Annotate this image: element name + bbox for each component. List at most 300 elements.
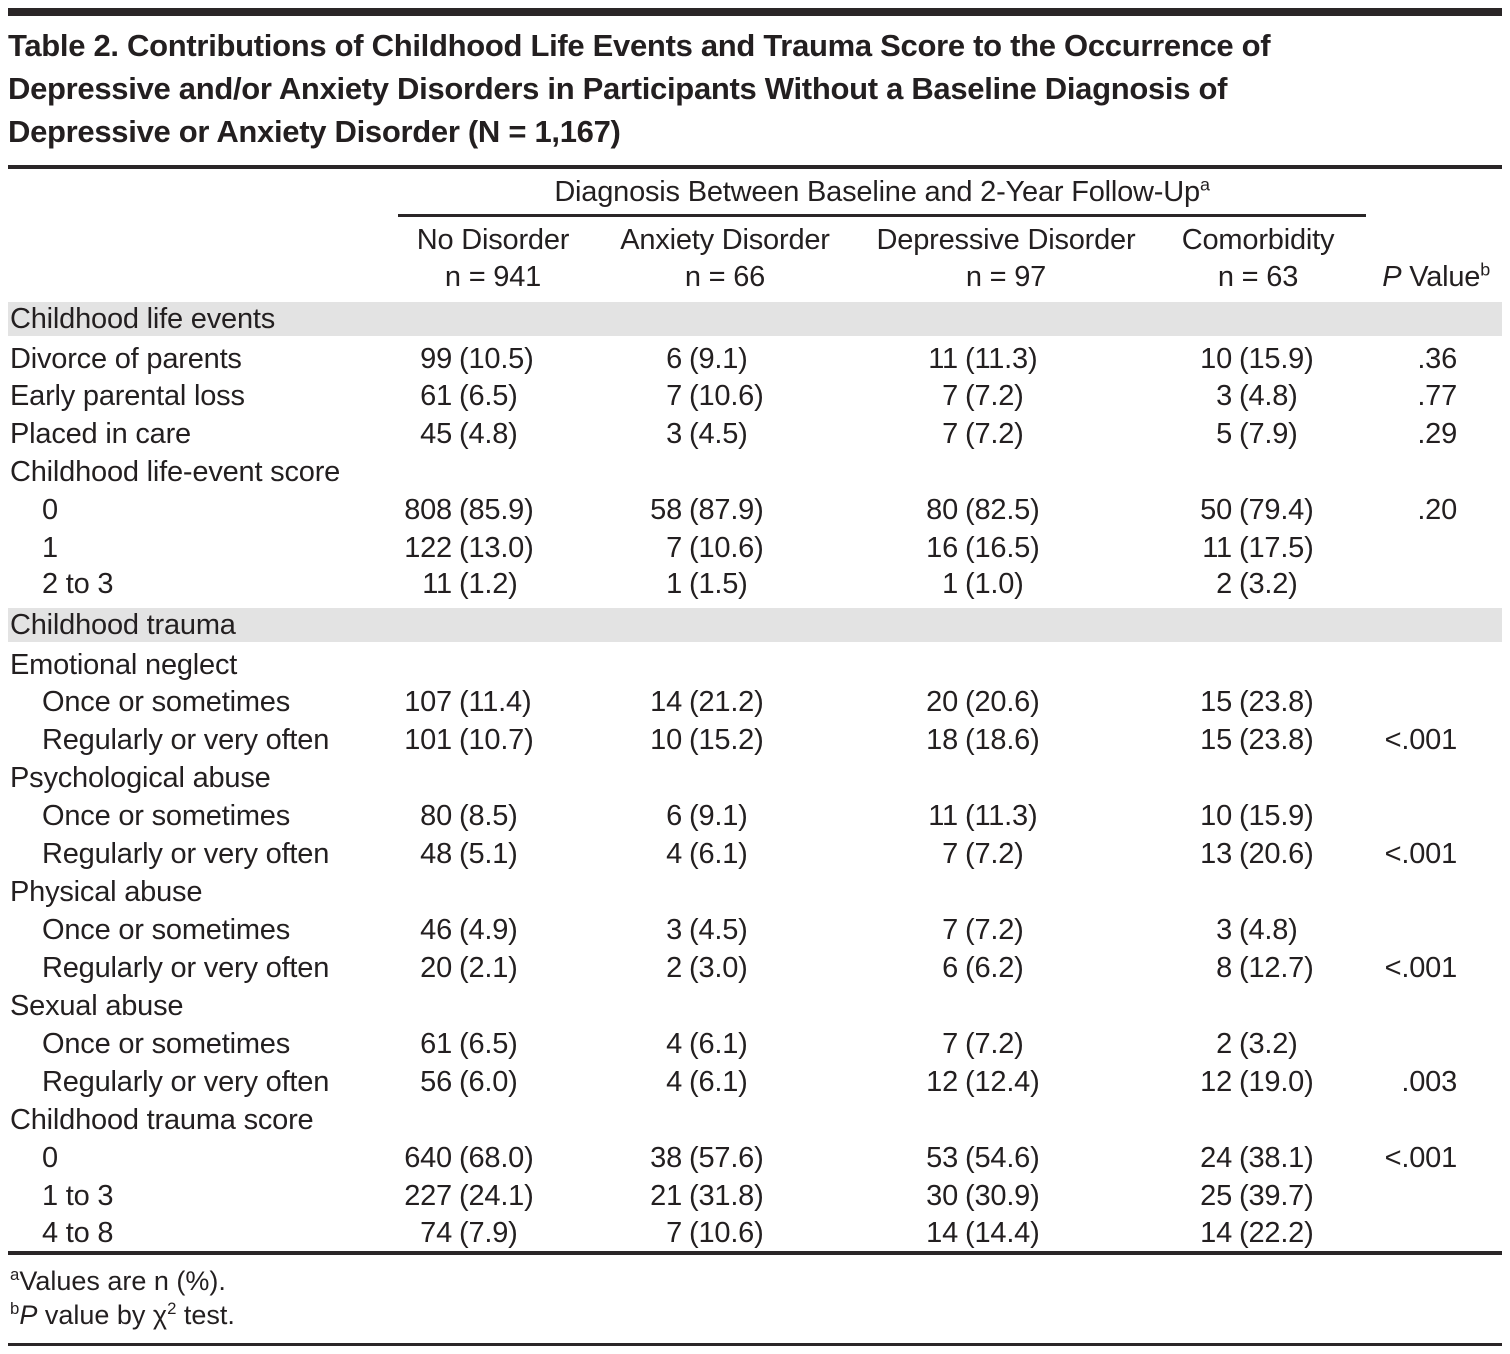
cell-percent: (6.5) [459,379,518,412]
group-label-cell [8,453,1502,491]
row-label: 0 [42,1141,58,1174]
cell-percent: (22.2) [1239,1216,1314,1249]
cell-percent: (7.2) [965,913,1024,946]
cell-percent: (12.4) [965,1065,1040,1098]
cell-percent: (9.1) [689,799,748,832]
cell-percent: (6.1) [689,1027,748,1060]
row-label-cell [8,835,398,873]
cell-percent: (21.2) [689,685,764,718]
cell-n: 7 [942,913,958,946]
cell-n: 4 [666,1027,682,1060]
cell-n: 11 [928,799,958,832]
cell-percent: (20.6) [965,685,1040,718]
cell-n: 7 [666,379,682,412]
cell-n: 4 [666,1065,682,1098]
cell-p-value [1366,1177,1502,1215]
table-row [8,721,1502,759]
cell-no-disorder [398,721,588,759]
row-label: Childhood life-event score [10,455,341,488]
cell-percent: (6.2) [965,951,1024,984]
row-label-cell [8,529,398,567]
cell-p-value [1366,683,1502,721]
cell-p-value: .77 [1417,379,1458,412]
cell-comorbidity [1150,721,1366,759]
cell-depressive-disorder [862,911,1150,949]
footnote-marker: a [10,1265,20,1284]
cell-n: 15 [1200,723,1232,756]
cell-comorbidity [1150,415,1366,453]
cell-percent: (10.5) [459,343,534,375]
cell-comorbidity [1150,911,1366,949]
row-label-cell [8,721,398,759]
cell-percent: (4.8) [459,417,518,450]
column-n-row [8,258,1502,299]
cell-n: 1 [666,568,682,600]
column-header-p-value [1366,258,1502,299]
cell-n: 8 [1216,951,1232,984]
cell-percent: (19.0) [1239,1065,1314,1098]
p-value-label: Value [1401,260,1481,293]
cell-percent: (10.6) [689,379,764,412]
row-label: Once or sometimes [42,1027,291,1060]
cell-no-disorder [398,1215,588,1253]
cell-depressive-disorder [862,1063,1150,1101]
cell-percent: (15.9) [1239,799,1314,832]
cell-comorbidity [1150,491,1366,529]
cell-depressive-disorder [862,721,1150,759]
cell-percent: (5.1) [459,837,518,870]
cell-anxiety-disorder [588,529,862,567]
cell-p-value: .29 [1417,417,1458,450]
cell-percent: (13.0) [459,531,534,564]
cell-percent: (18.6) [965,723,1040,756]
group-label-cell [8,987,1502,1025]
cell-anxiety-disorder [588,797,862,835]
cell-n: 7 [942,1027,958,1060]
p-italic: P [1382,260,1402,293]
table-row [8,567,1502,605]
table-row [8,835,1502,873]
cell-p-value: .003 [1401,1065,1458,1098]
cell-no-disorder [398,949,588,987]
row-label-cell [8,1215,398,1253]
cell-percent: (24.1) [459,1179,534,1212]
cell-n: 227 [404,1179,452,1212]
cell-no-disorder [398,1177,588,1215]
cell-depressive-disorder [862,1025,1150,1063]
row-label: Placed in care [10,417,191,450]
section-label: Childhood trauma [10,608,236,641]
cell-n: 11 [422,568,452,600]
row-label-cell [8,949,398,987]
row-label: Once or sometimes [42,913,291,946]
cell-comorbidity [1150,567,1366,605]
cell-n: 7 [942,379,958,412]
table-row [8,339,1502,377]
row-label-cell [8,1025,398,1063]
cell-percent: (16.5) [965,531,1040,564]
cell-n: 7 [666,1216,682,1249]
section-header-cell [8,605,1502,645]
cell-anxiety-disorder [588,1063,862,1101]
footnote-text: 2 [167,1299,177,1318]
cell-n: 61 [420,1027,452,1060]
cell-depressive-disorder [862,377,1150,415]
cell-n: 20 [420,951,452,984]
cell-p-value: .20 [1417,493,1458,526]
table-title-line-3: Depressive or Anxiety Disorder (N = 1,167) [8,114,621,149]
cell-anxiety-disorder [588,949,862,987]
cell-comorbidity [1150,1139,1366,1177]
cell-n: 99 [420,343,452,375]
cell-depressive-disorder [862,1177,1150,1215]
cell-percent: (7.2) [965,1027,1024,1060]
column-header-comorbidity: Comorbidity [1181,223,1335,256]
cell-n: 7 [942,837,958,870]
cell-percent: (6.1) [689,1065,748,1098]
table-header [8,167,1502,299]
cell-percent: (3.2) [1239,568,1298,600]
group-label-cell [8,1101,1502,1139]
column-group-header [398,167,1366,216]
footnote-text: test. [176,1300,235,1330]
cell-n: 13 [1200,837,1232,870]
cell-n: 58 [650,493,682,526]
cell-percent: (10.6) [689,531,764,564]
cell-depressive-disorder [862,949,1150,987]
row-label: Sexual abuse [10,989,184,1022]
cell-p-value: .36 [1417,343,1458,375]
column-n-no-disorder: n = 941 [398,258,588,299]
cell-n: 7 [666,531,682,564]
cell-n: 2 [1216,568,1232,600]
cell-no-disorder [398,377,588,415]
cell-percent: (14.4) [965,1216,1040,1249]
cell-percent: (68.0) [459,1141,534,1174]
column-n-depressive-disorder: n = 97 [862,258,1150,299]
cell-percent: (15.9) [1239,343,1314,375]
row-label-cell [8,377,398,415]
cell-percent: (23.8) [1239,685,1314,718]
cell-percent: (1.2) [459,568,518,600]
cell-n: 3 [666,913,682,946]
cell-p-value [1366,529,1502,567]
footnote-text: Values are n (%). [19,1266,226,1296]
group-label-row [8,453,1502,491]
cell-anxiety-disorder [588,1215,862,1253]
cell-percent: (4.8) [1239,913,1298,946]
row-label: 4 to 8 [42,1216,114,1249]
row-label: 0 [42,493,58,526]
cell-depressive-disorder [862,567,1150,605]
cell-p-value [1366,1215,1502,1253]
cell-percent: (10.6) [689,1216,764,1249]
table-body [8,299,1502,1253]
cell-percent: (7.2) [965,379,1024,412]
cell-percent: (11.3) [965,343,1038,375]
row-label: 1 [42,531,58,564]
cell-anxiety-disorder [588,339,862,377]
cell-n: 80 [420,799,452,832]
cell-percent: (7.2) [965,417,1024,450]
cell-n: 12 [926,1065,958,1098]
group-label-cell [8,645,1502,683]
footnote-marker: b [10,1299,20,1318]
cell-percent: (87.9) [689,493,764,526]
cell-no-disorder [398,339,588,377]
row-label-cell [8,491,398,529]
cell-percent: (3.2) [1239,1027,1298,1060]
table-title-line-1: Table 2. Contributions of Childhood Life Events and Trauma Score to the Occurrence of [8,28,1271,63]
cell-percent: (23.8) [1239,723,1314,756]
cell-n: 15 [1200,685,1232,718]
section-header-row [8,299,1502,339]
cell-n: 3 [666,417,682,450]
group-label-row [8,759,1502,797]
table-row [8,377,1502,415]
table-row [8,529,1502,567]
row-label-cell [8,911,398,949]
cell-anxiety-disorder [588,377,862,415]
cell-percent: (2.1) [459,951,518,984]
cell-n: 50 [1200,493,1232,526]
row-label: Regularly or very often [42,837,330,870]
cell-no-disorder [398,797,588,835]
cell-n: 3 [1216,379,1232,412]
cell-n: 46 [420,913,452,946]
cell-percent: (6.1) [689,837,748,870]
cell-percent: (7.9) [459,1216,518,1249]
cell-n: 10 [650,723,682,756]
cell-anxiety-disorder [588,491,862,529]
cell-percent: (4.9) [459,913,518,946]
cell-percent: (9.1) [689,343,748,375]
cell-percent: (7.9) [1239,417,1298,450]
table-row [8,415,1502,453]
cell-n: 18 [926,723,958,756]
row-label-cell [8,339,398,377]
data-table [8,165,1502,1255]
row-label: Physical abuse [10,875,203,908]
cell-n: 21 [650,1179,682,1212]
cell-n: 5 [1216,417,1232,450]
column-n-comorbidity: n = 63 [1150,258,1366,299]
column-header-anxiety-disorder: Anxiety Disorder [620,223,830,256]
cell-depressive-disorder [862,339,1150,377]
cell-n: 7 [942,417,958,450]
cell-percent: (17.5) [1239,531,1314,564]
row-label: Emotional neglect [10,649,238,681]
cell-depressive-disorder [862,491,1150,529]
cell-comorbidity [1150,1215,1366,1253]
section-header-row [8,605,1502,645]
cell-n: 14 [1200,1216,1232,1249]
cell-n: 4 [666,837,682,870]
header-spacer [8,216,398,259]
cell-n: 30 [926,1179,958,1212]
cell-n: 2 [666,951,682,984]
cell-percent: (6.0) [459,1065,518,1098]
table-title-line-2: Depressive and/or Anxiety Disorders in Participants Without a Baseline Diagnosis of [8,71,1228,106]
cell-percent: (39.7) [1239,1179,1314,1212]
cell-anxiety-disorder [588,1177,862,1215]
top-rule-bar [8,8,1502,16]
cell-n: 122 [404,531,452,564]
cell-n: 53 [926,1141,958,1174]
cell-n: 10 [1200,799,1232,832]
cell-n: 16 [926,531,958,564]
cell-depressive-disorder [862,529,1150,567]
cell-n: 2 [1216,1027,1232,1060]
cell-anxiety-disorder [588,683,862,721]
table-row [8,911,1502,949]
cell-n: 101 [404,723,452,756]
cell-depressive-disorder [862,1139,1150,1177]
cell-percent: (54.6) [965,1141,1040,1174]
cell-n: 640 [404,1141,452,1174]
row-label-cell [8,1177,398,1215]
row-label: Regularly or very often [42,1065,330,1098]
cell-depressive-disorder [862,797,1150,835]
cell-percent: (4.5) [689,417,748,450]
cell-percent: (79.4) [1239,493,1314,526]
footnote-text: P [19,1300,38,1330]
group-label-row [8,645,1502,683]
cell-percent: (31.8) [689,1179,764,1212]
cell-anxiety-disorder [588,721,862,759]
footnote-text: value by χ [37,1300,168,1330]
row-label: Early parental loss [10,379,245,412]
cell-comorbidity [1150,835,1366,873]
cell-no-disorder [398,567,588,605]
header-spacer-left [8,167,398,216]
table-row [8,949,1502,987]
cell-p-value [1366,567,1502,605]
cell-p-value: <.001 [1384,951,1458,984]
row-label-cell [8,797,398,835]
cell-n: 25 [1200,1179,1232,1212]
cell-anxiety-disorder [588,835,862,873]
cell-depressive-disorder [862,835,1150,873]
cell-p-value: <.001 [1384,1141,1458,1174]
cell-percent: (30.9) [965,1179,1040,1212]
cell-n: 10 [1200,343,1232,375]
header-spacer [1366,216,1502,259]
column-header-no-disorder: No Disorder [416,223,570,256]
group-label-row [8,873,1502,911]
cell-comorbidity [1150,377,1366,415]
cell-no-disorder [398,683,588,721]
cell-depressive-disorder [862,683,1150,721]
table-row [8,1063,1502,1101]
cell-percent: (8.5) [459,799,518,832]
footnote-a [10,1264,1502,1298]
cell-anxiety-disorder [588,911,862,949]
column-n-anxiety-disorder: n = 66 [588,258,862,299]
cell-percent: (6.5) [459,1027,518,1060]
cell-comorbidity [1150,1177,1366,1215]
cell-percent: (11.3) [965,799,1038,832]
cell-p-value [1366,797,1502,835]
row-label: Once or sometimes [42,799,291,832]
cell-percent: (10.7) [459,723,534,756]
cell-p-value: <.001 [1384,723,1458,756]
header-spacer-right [1366,167,1502,216]
cell-depressive-disorder [862,415,1150,453]
group-label-cell [8,759,1502,797]
cell-comorbidity [1150,1025,1366,1063]
group-label-cell [8,873,1502,911]
cell-percent: (85.9) [459,493,534,526]
cell-n: 48 [420,837,452,870]
row-label: 2 to 3 [42,568,114,600]
column-group-header-label: Diagnosis Between Baseline and 2-Year Follow-Up [554,176,1200,208]
cell-n: 11 [1202,531,1232,564]
footnote-marker-b-ref: b [1480,258,1491,279]
table-row [8,1177,1502,1215]
table-title [8,24,1502,153]
cell-n: 14 [926,1216,958,1249]
cell-n: 6 [666,343,682,375]
column-group-header-row [8,167,1502,216]
table-row [8,797,1502,835]
table-row [8,1139,1502,1177]
section-label: Childhood life events [10,302,276,335]
column-header-depressive-disorder: Depressive Disorder [876,223,1136,256]
cell-no-disorder [398,1139,588,1177]
cell-no-disorder [398,1063,588,1101]
cell-n: 14 [650,685,682,718]
row-label: Psychological abuse [10,761,271,794]
table-row [8,491,1502,529]
row-label: Regularly or very often [42,723,330,756]
row-label: Regularly or very often [42,951,330,984]
table-row [8,683,1502,721]
cell-no-disorder [398,911,588,949]
cell-n: 1 [942,568,958,600]
cell-p-value [1366,1025,1502,1063]
cell-percent: (57.6) [689,1141,764,1174]
cell-percent: (15.2) [689,723,764,756]
cell-n: 38 [650,1141,682,1174]
cell-percent: (38.1) [1239,1141,1314,1174]
cell-comorbidity [1150,529,1366,567]
cell-no-disorder [398,835,588,873]
cell-percent: (4.8) [1239,379,1298,412]
cell-comorbidity [1150,797,1366,835]
footnotes [8,1255,1502,1341]
cell-percent: (12.7) [1239,951,1314,984]
row-label: 1 to 3 [42,1179,114,1212]
cell-no-disorder [398,1025,588,1063]
cell-n: 24 [1200,1141,1232,1174]
cell-percent: (82.5) [965,493,1040,526]
cell-no-disorder [398,415,588,453]
column-header-row [8,216,1502,259]
cell-comorbidity [1150,1063,1366,1101]
cell-comorbidity [1150,683,1366,721]
row-label-cell [8,415,398,453]
cell-percent: (11.4) [459,685,532,718]
cell-n: 11 [928,343,958,375]
cell-n: 45 [420,417,452,450]
cell-n: 107 [404,685,452,718]
footnote-marker-a-ref: a [1199,174,1210,195]
cell-percent: (4.5) [689,913,748,946]
cell-n: 12 [1200,1065,1232,1098]
table-row [8,1215,1502,1253]
row-label-cell [8,1139,398,1177]
